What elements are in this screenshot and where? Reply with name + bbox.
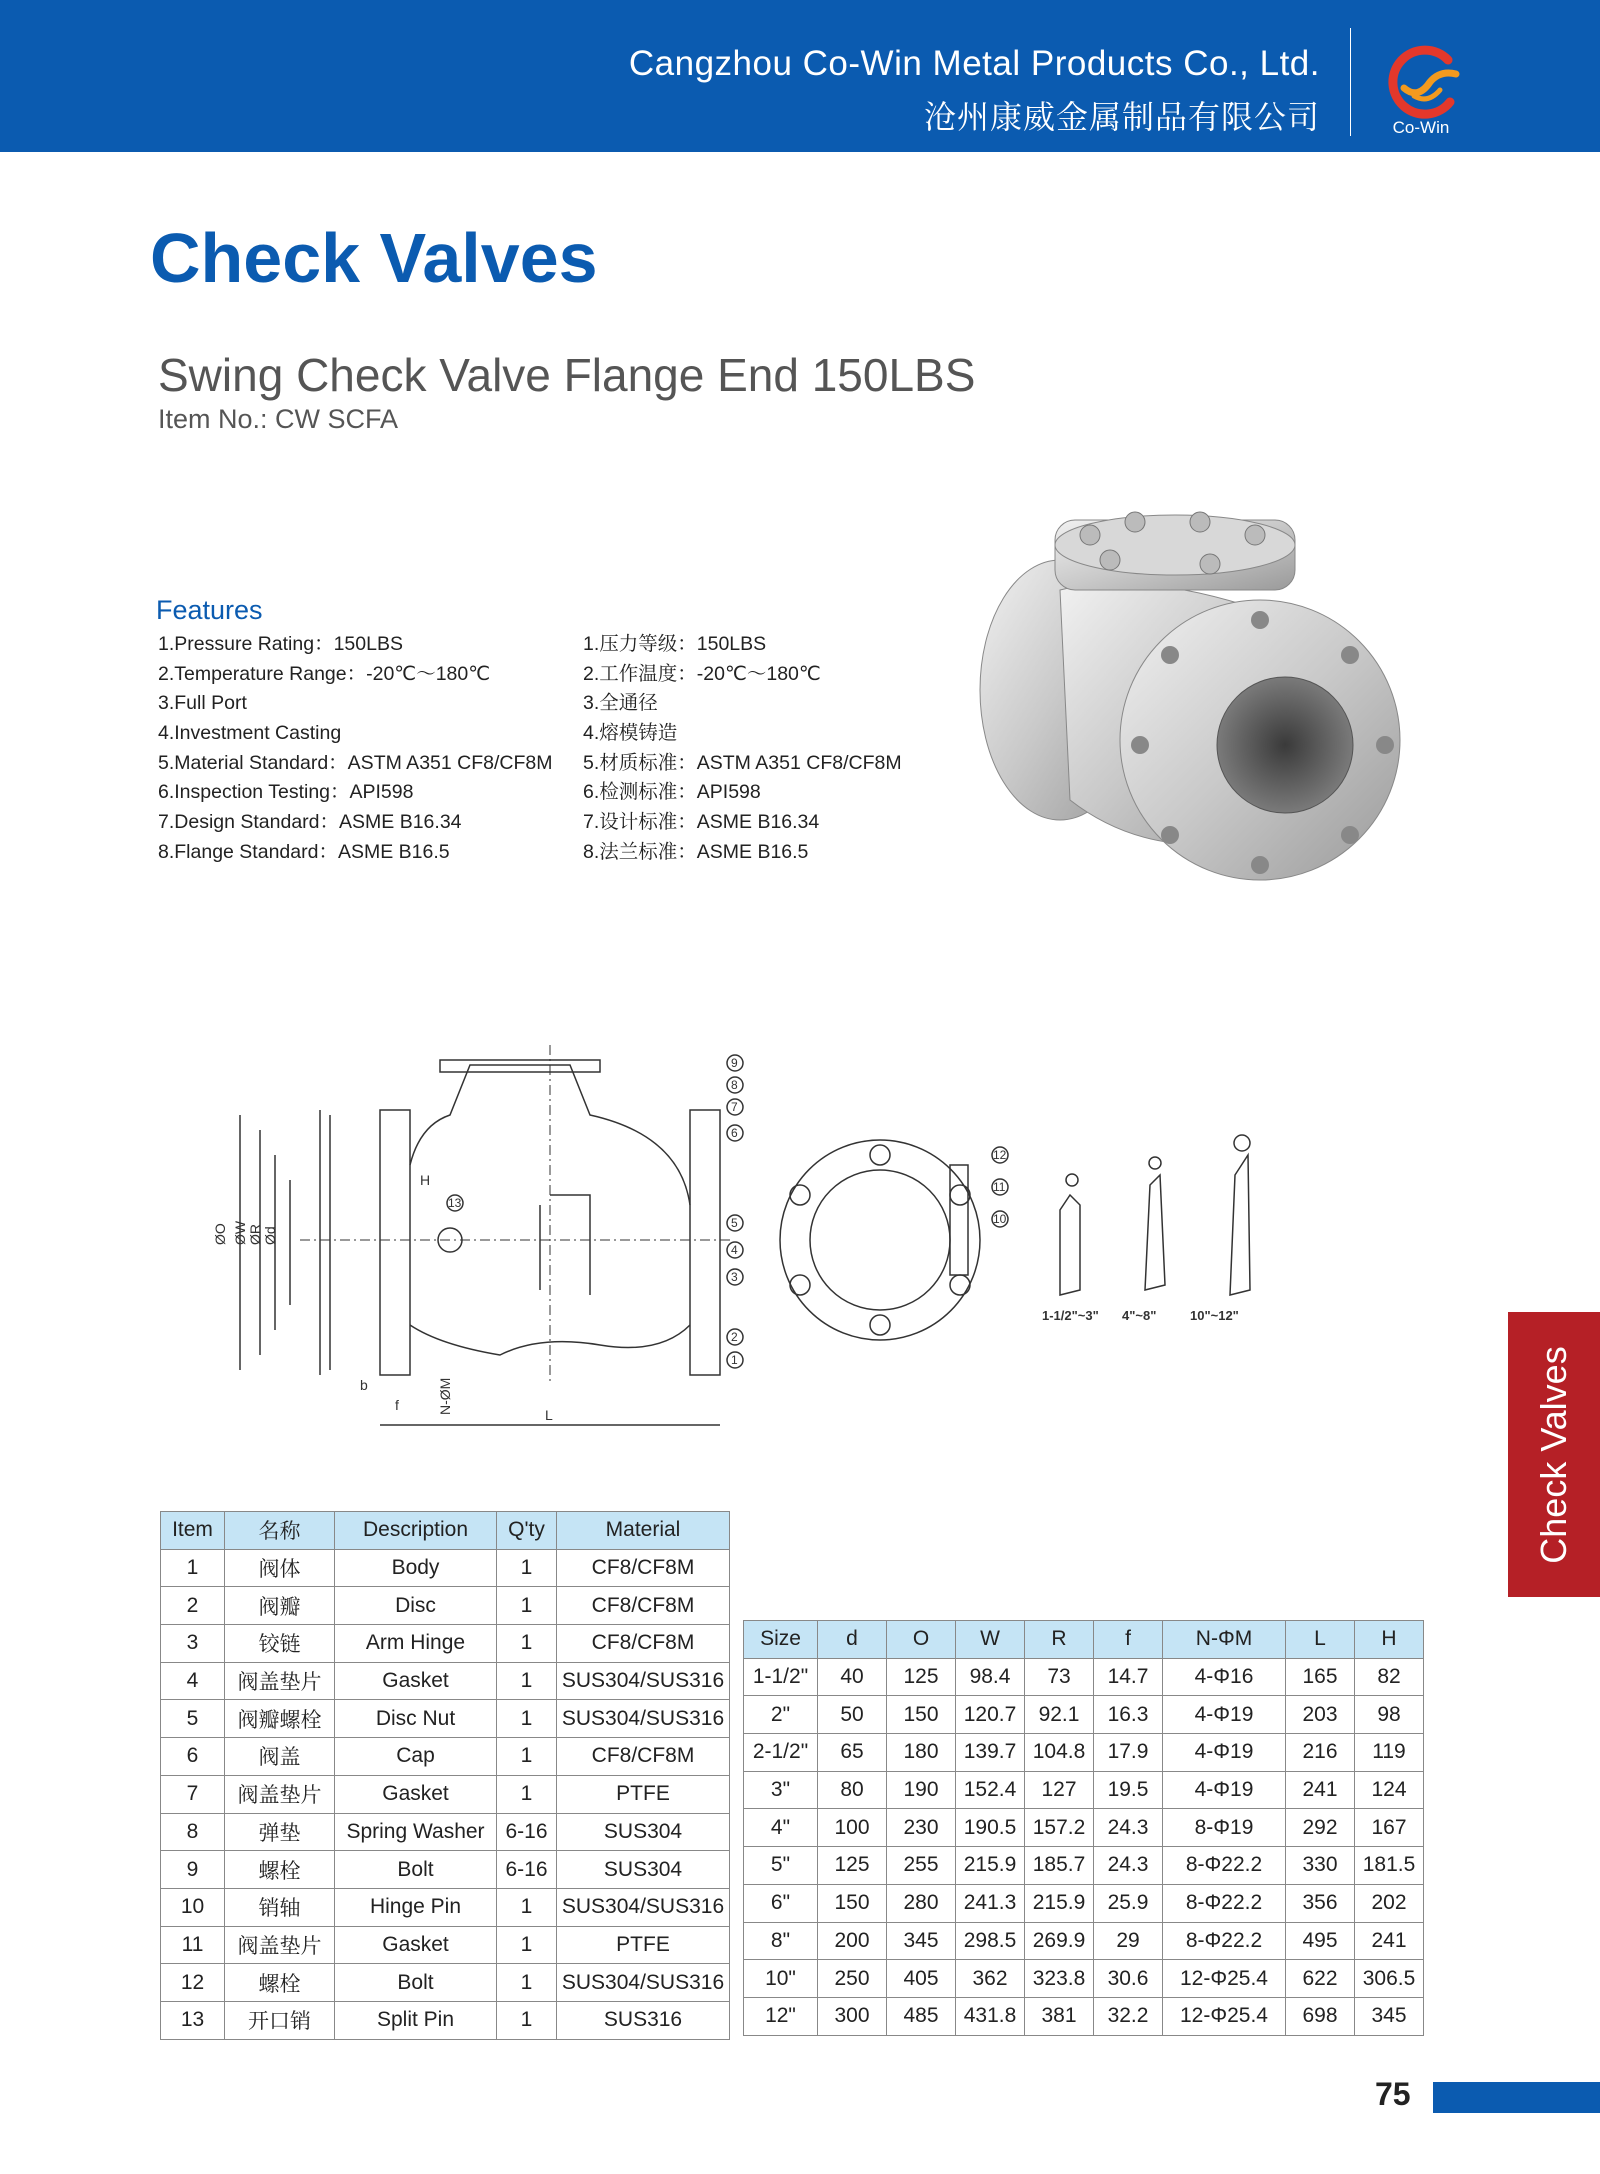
table-row (744, 1809, 1424, 1847)
table-cell: CF8/CF8M (557, 1549, 730, 1587)
table-cell: CF8/CF8M (557, 1587, 730, 1625)
table-row (744, 1734, 1424, 1772)
table-cell: 11 (161, 1926, 225, 1964)
table-cell: 125 (818, 1847, 887, 1885)
table-cell: 销轴 (225, 1888, 335, 1926)
table-cell: 6 (161, 1738, 225, 1776)
item-number: Item No.: CW SCFA (158, 404, 399, 434)
callout-3: 3 (731, 1270, 738, 1284)
table-cell: 25.9 (1094, 1884, 1163, 1922)
size-range-label: 1-1/2"~3" (1042, 1308, 1099, 1323)
feature-item: 1.Pressure Rating：150LBS (158, 633, 403, 655)
table-cell: 190.5 (956, 1809, 1025, 1847)
header-cell: H (1355, 1621, 1424, 1659)
callout-4: 4 (731, 1243, 738, 1257)
table-cell: 1 (161, 1549, 225, 1587)
table-cell: 13 (161, 2001, 225, 2039)
feature-item: 2.Temperature Range：-20℃～180℃ (158, 662, 491, 685)
table-cell: PTFE (557, 1775, 730, 1813)
dim-label: H (420, 1172, 431, 1188)
table-cell: 241 (1355, 1922, 1424, 1960)
table-cell: 阀盖垫片 (225, 1662, 335, 1700)
table-cell: 8-Φ19 (1163, 1809, 1286, 1847)
table-cell: 100 (818, 1809, 887, 1847)
table-cell: 50 (818, 1696, 887, 1734)
table-cell: 73 (1025, 1658, 1094, 1696)
size-range-label: 10"~12" (1190, 1308, 1239, 1323)
table-cell: 157.2 (1025, 1809, 1094, 1847)
table-cell: 215.9 (956, 1847, 1025, 1885)
table-cell: SUS304/SUS316 (557, 1964, 730, 2002)
table-cell: 139.7 (956, 1734, 1025, 1772)
table-cell: 92.1 (1025, 1696, 1094, 1734)
side-tab (1508, 1312, 1600, 1597)
feature-item: 7.设计标准：ASME B16.34 (583, 811, 820, 834)
table-cell: 30.6 (1094, 1960, 1163, 1998)
table-row (161, 1775, 730, 1813)
table-cell: 1 (497, 1738, 557, 1776)
table-cell: 356 (1286, 1884, 1355, 1922)
table-cell: 1 (497, 1662, 557, 1700)
features-list-cn (583, 630, 902, 868)
table-cell: 14.7 (1094, 1658, 1163, 1696)
callout-5: 5 (731, 1216, 738, 1230)
dim-label: ØW (232, 1220, 248, 1245)
table-cell: 29 (1094, 1922, 1163, 1960)
page-title: Check Valves (150, 219, 598, 297)
table-row (744, 1658, 1424, 1696)
table-cell: 431.8 (956, 1997, 1025, 2035)
table-cell: 150 (818, 1884, 887, 1922)
table-cell: 螺栓 (225, 1851, 335, 1889)
table-cell: 铰链 (225, 1625, 335, 1663)
table-cell: 阀盖 (225, 1738, 335, 1776)
feature-item: 8.法兰标准：ASME B16.5 (583, 840, 809, 863)
table-cell: 1-1/2" (744, 1658, 818, 1696)
table-cell: 9 (161, 1851, 225, 1889)
table-cell: 16.3 (1094, 1696, 1163, 1734)
table-cell: 8-Φ22.2 (1163, 1847, 1286, 1885)
company-name-cn: 沧州康威金属制品有限公司 (923, 99, 1320, 135)
table-row (744, 1960, 1424, 1998)
table-cell: Disc Nut (335, 1700, 497, 1738)
side-tab-label: Check Valves (1533, 1345, 1574, 1564)
table-cell: PTFE (557, 1926, 730, 1964)
feature-item: 8.Flange Standard：ASME B16.5 (158, 840, 450, 863)
table-cell: Spring Washer (335, 1813, 497, 1851)
table-cell: 8" (744, 1922, 818, 1960)
callout-9: 9 (731, 1056, 738, 1070)
page-number: 75 (1375, 2076, 1411, 2112)
table-cell: Body (335, 1549, 497, 1587)
table-cell: 1 (497, 1775, 557, 1813)
feature-item: 2.工作温度：-20℃～180℃ (583, 662, 821, 685)
table-cell: 202 (1355, 1884, 1424, 1922)
table-cell: 4" (744, 1809, 818, 1847)
table-cell: Cap (335, 1738, 497, 1776)
table-cell: 阀盖垫片 (225, 1926, 335, 1964)
header-cell: L (1286, 1621, 1355, 1659)
table-cell: 405 (887, 1960, 956, 1998)
table-cell: 65 (818, 1734, 887, 1772)
table-cell: 1 (497, 1888, 557, 1926)
callout-12: 12 (993, 1148, 1007, 1162)
table-cell: Gasket (335, 1926, 497, 1964)
table-cell: CF8/CF8M (557, 1738, 730, 1776)
table-cell: 1 (497, 1549, 557, 1587)
table-cell: 2" (744, 1696, 818, 1734)
table-cell: 203 (1286, 1696, 1355, 1734)
table-cell: 5" (744, 1847, 818, 1885)
header-cell: W (956, 1621, 1025, 1659)
table-cell: 150 (887, 1696, 956, 1734)
table-cell: 1 (497, 1964, 557, 2002)
table-cell: 阀瓣螺栓 (225, 1700, 335, 1738)
table-cell: 345 (887, 1922, 956, 1960)
table-cell: 17.9 (1094, 1734, 1163, 1772)
header-divider (1350, 28, 1351, 136)
table-cell: 250 (818, 1960, 887, 1998)
table-cell: 241.3 (956, 1884, 1025, 1922)
header-cell: f (1094, 1621, 1163, 1659)
table-cell: Bolt (335, 1964, 497, 2002)
table-cell: 124 (1355, 1771, 1424, 1809)
table-cell: Split Pin (335, 2001, 497, 2039)
table-cell: 167 (1355, 1809, 1424, 1847)
table-cell: 4 (161, 1662, 225, 1700)
table-cell: SUS304/SUS316 (557, 1700, 730, 1738)
table-cell: 298.5 (956, 1922, 1025, 1960)
table-cell: 165 (1286, 1658, 1355, 1696)
dim-label: f (395, 1397, 399, 1413)
table-cell: Gasket (335, 1662, 497, 1700)
table-cell: Bolt (335, 1851, 497, 1889)
feature-item: 5.材质标准：ASTM A351 CF8/CF8M (583, 751, 902, 774)
table-row (161, 1738, 730, 1776)
table-cell: 269.9 (1025, 1922, 1094, 1960)
table-cell: SUS304/SUS316 (557, 1662, 730, 1700)
table-cell: 306.5 (1355, 1960, 1424, 1998)
header-cell: Description (335, 1512, 497, 1550)
header-cell: Q'ty (497, 1512, 557, 1550)
callout-7: 7 (731, 1100, 738, 1114)
table-row (161, 2001, 730, 2039)
header-banner (0, 0, 1600, 152)
header-cell: Item (161, 1512, 225, 1550)
table-cell: 2-1/2" (744, 1734, 818, 1772)
table-cell: 345 (1355, 1997, 1424, 2035)
table-cell: SUS304 (557, 1813, 730, 1851)
table-cell: 104.8 (1025, 1734, 1094, 1772)
header-cell: d (818, 1621, 887, 1659)
technical-drawing (212, 1045, 1320, 1445)
callout-8: 8 (731, 1078, 738, 1092)
table-cell: SUS304 (557, 1851, 730, 1889)
table-cell: 19.5 (1094, 1771, 1163, 1809)
table-row (744, 1997, 1424, 2035)
table-cell: 40 (818, 1658, 887, 1696)
table-cell: 8-Φ22.2 (1163, 1884, 1286, 1922)
table-cell: 330 (1286, 1847, 1355, 1885)
table-cell: 弹垫 (225, 1813, 335, 1851)
page-footer-bar (1433, 2082, 1600, 2113)
table-header-row (161, 1512, 730, 1550)
table-row (744, 1847, 1424, 1885)
table-cell: 阀盖垫片 (225, 1775, 335, 1813)
table-row (744, 1884, 1424, 1922)
feature-item: 6.检测标准：API598 (583, 781, 761, 804)
table-cell: 2 (161, 1587, 225, 1625)
table-cell: 698 (1286, 1997, 1355, 2035)
features-title: Features (156, 595, 263, 625)
table-cell: 4-Φ19 (1163, 1771, 1286, 1809)
header-cell: 名称 (225, 1512, 335, 1550)
table-cell: CF8/CF8M (557, 1625, 730, 1663)
table-cell: 216 (1286, 1734, 1355, 1772)
table-cell: Gasket (335, 1775, 497, 1813)
table-cell: 12-Φ25.4 (1163, 1997, 1286, 2035)
table-cell: 6-16 (497, 1813, 557, 1851)
table-cell: 24.3 (1094, 1809, 1163, 1847)
table-cell: 98.4 (956, 1658, 1025, 1696)
table-row (161, 1851, 730, 1889)
table-row (161, 1888, 730, 1926)
table-cell: 6-16 (497, 1851, 557, 1889)
header-cell: R (1025, 1621, 1094, 1659)
table-cell: 292 (1286, 1809, 1355, 1847)
callout-1: 1 (731, 1353, 738, 1367)
table-cell: 98 (1355, 1696, 1424, 1734)
callout-13: 13 (448, 1196, 462, 1210)
dim-label: ØO (212, 1223, 228, 1245)
table-cell: Hinge Pin (335, 1888, 497, 1926)
table-cell: 螺栓 (225, 1964, 335, 2002)
size-range-label: 4"~8" (1122, 1308, 1157, 1323)
table-cell: 622 (1286, 1960, 1355, 1998)
table-row (161, 1964, 730, 2002)
table-cell: 381 (1025, 1997, 1094, 2035)
table-cell: 1 (497, 1587, 557, 1625)
table-cell: 10" (744, 1960, 818, 1998)
dim-label: N-ØM (437, 1377, 453, 1415)
table-row (161, 1813, 730, 1851)
table-cell: 1 (497, 1926, 557, 1964)
table-cell: 241 (1286, 1771, 1355, 1809)
table-cell: 4-Φ16 (1163, 1658, 1286, 1696)
table-cell: Arm Hinge (335, 1625, 497, 1663)
table-cell: 7 (161, 1775, 225, 1813)
table-cell: 4-Φ19 (1163, 1734, 1286, 1772)
table-cell: 181.5 (1355, 1847, 1424, 1885)
callout-2: 2 (731, 1330, 738, 1344)
table-cell: SUS316 (557, 2001, 730, 2039)
table-cell: 24.3 (1094, 1847, 1163, 1885)
table-row (744, 1696, 1424, 1734)
table-cell: 6" (744, 1884, 818, 1922)
table-cell: 8-Φ22.2 (1163, 1922, 1286, 1960)
callout-6: 6 (731, 1126, 738, 1140)
feature-item: 3.Full Port (158, 692, 247, 715)
table-row (161, 1587, 730, 1625)
table-cell: SUS304/SUS316 (557, 1888, 730, 1926)
table-cell: 1 (497, 1625, 557, 1663)
table-cell: 82 (1355, 1658, 1424, 1696)
table-cell: 3 (161, 1625, 225, 1663)
table-row (744, 1922, 1424, 1960)
product-name: Swing Check Valve Flange End 150LBS (158, 349, 976, 401)
table-cell: 255 (887, 1847, 956, 1885)
table-cell: 8 (161, 1813, 225, 1851)
table-cell: 485 (887, 1997, 956, 2035)
table-cell: 阀瓣 (225, 1587, 335, 1625)
dim-label: b (360, 1377, 368, 1393)
logo-text: Co-Win (1392, 118, 1450, 137)
table-row (161, 1926, 730, 1964)
dim-label: ØR (247, 1224, 263, 1245)
table-cell: 12 (161, 1964, 225, 2002)
features-list-en (158, 630, 553, 868)
table-cell: 32.2 (1094, 1997, 1163, 2035)
table-cell: 5 (161, 1700, 225, 1738)
table-cell: 185.7 (1025, 1847, 1094, 1885)
table-row (744, 1771, 1424, 1809)
dim-label: L (545, 1407, 553, 1423)
table-cell: 12-Φ25.4 (1163, 1960, 1286, 1998)
company-name-en: Cangzhou Co-Win Metal Products Co., Ltd. (628, 44, 1320, 83)
table-cell: 120.7 (956, 1696, 1025, 1734)
dimensions-table (743, 1620, 1424, 2036)
table-cell: 1 (497, 2001, 557, 2039)
valve-photo (960, 500, 1420, 920)
callout-10: 10 (993, 1212, 1007, 1226)
table-cell: 215.9 (1025, 1884, 1094, 1922)
dim-label: Ød (262, 1226, 278, 1245)
table-cell: 4-Φ19 (1163, 1696, 1286, 1734)
table-cell: 119 (1355, 1734, 1424, 1772)
table-header-row (744, 1621, 1424, 1659)
table-cell: 230 (887, 1809, 956, 1847)
table-cell: 127 (1025, 1771, 1094, 1809)
table-cell: 阀体 (225, 1549, 335, 1587)
feature-item: 5.Material Standard：ASTM A351 CF8/CF8M (158, 751, 553, 774)
table-cell: 3" (744, 1771, 818, 1809)
callout-11: 11 (993, 1180, 1006, 1194)
table-cell: 125 (887, 1658, 956, 1696)
feature-item: 7.Design Standard：ASME B16.34 (158, 811, 462, 834)
table-cell: 190 (887, 1771, 956, 1809)
table-cell: 1 (497, 1700, 557, 1738)
table-row (161, 1662, 730, 1700)
table-cell: 323.8 (1025, 1960, 1094, 1998)
table-cell: 495 (1286, 1922, 1355, 1960)
feature-item: 3.全通径 (583, 692, 658, 715)
table-cell: 152.4 (956, 1771, 1025, 1809)
table-cell: 10 (161, 1888, 225, 1926)
table-cell: 12" (744, 1997, 818, 2035)
table-cell: 280 (887, 1884, 956, 1922)
header-cell: Material (557, 1512, 730, 1550)
table-row (161, 1625, 730, 1663)
header-cell: Size (744, 1621, 818, 1659)
table-cell: 200 (818, 1922, 887, 1960)
table-cell: 80 (818, 1771, 887, 1809)
table-cell: 362 (956, 1960, 1025, 1998)
header-cell: N-ΦM (1163, 1621, 1286, 1659)
parts-table (160, 1511, 730, 2040)
feature-item: 4.熔模铸造 (583, 722, 678, 745)
table-cell: 180 (887, 1734, 956, 1772)
feature-item: 4.Investment Casting (158, 722, 342, 745)
table-row (161, 1700, 730, 1738)
table-cell: 开口销 (225, 2001, 335, 2039)
table-row (161, 1549, 730, 1587)
feature-item: 6.Inspection Testing：API598 (158, 781, 414, 804)
header-cell: O (887, 1621, 956, 1659)
table-cell: Disc (335, 1587, 497, 1625)
table-cell: 300 (818, 1997, 887, 2035)
feature-item: 1.压力等级：150LBS (583, 633, 767, 655)
